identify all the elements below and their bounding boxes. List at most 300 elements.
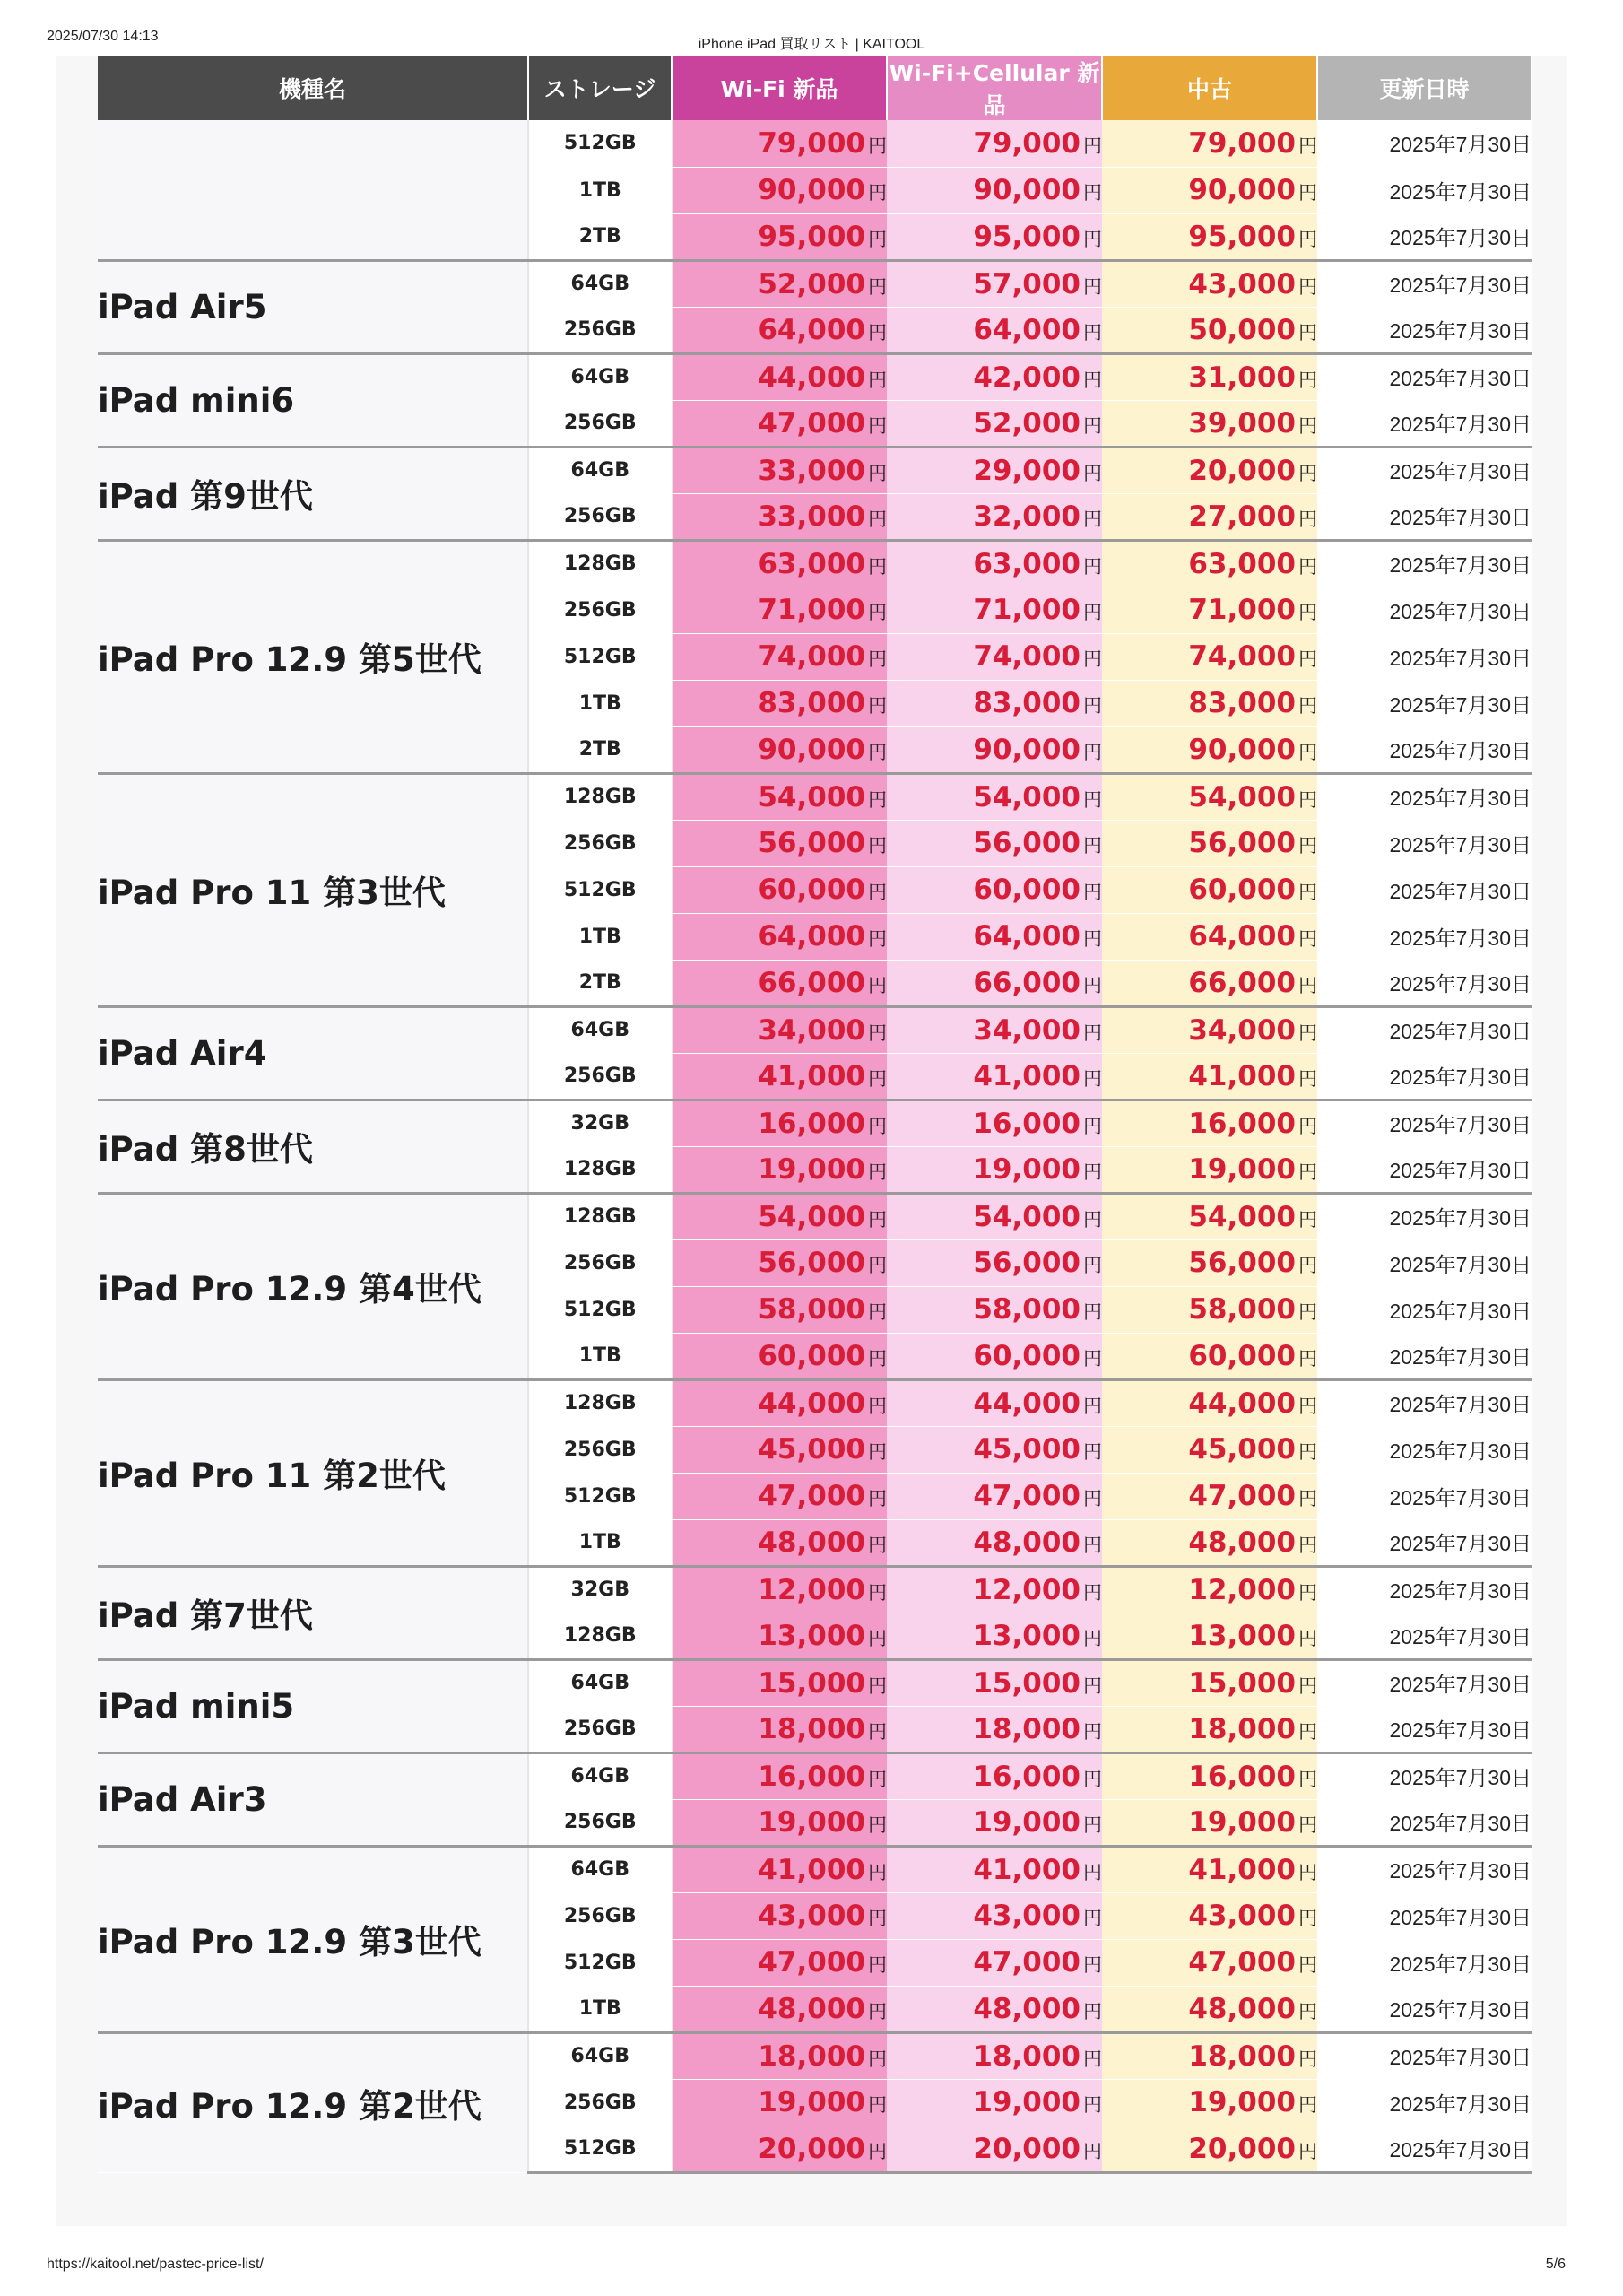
currency-unit: 円 [1298,1581,1317,1604]
table-row [98,1100,1532,1146]
price-table [98,56,1532,2174]
used-price-value: 48,000 [1188,1526,1296,1559]
used-price-value: 48,000 [1188,1992,1296,2025]
storage-cell: 256GB [528,1053,672,1100]
currency-unit: 円 [868,1347,887,1370]
currency-unit: 円 [1298,1908,1317,1929]
used-price [1102,1986,1317,2032]
currency-unit: 円 [1083,1347,1102,1370]
updated-date: 2025年7月30日 [1317,913,1532,960]
cellular-new-price [887,1426,1102,1473]
currency-unit: 円 [1298,741,1317,763]
currency-unit: 円 [1298,1301,1317,1323]
table-row [98,1006,1532,1053]
wifi-new-price-value: 16,000 [758,1107,865,1140]
used-price [1102,1939,1317,1986]
cellular-new-price [887,2032,1102,2079]
used-price-value: 16,000 [1188,1107,1296,1140]
currency-unit: 円 [868,2094,887,2116]
used-price-value: 20,000 [1188,454,1296,487]
updated-date: 2025年7月30日 [1317,1799,1532,1846]
updated-date: 2025年7月30日 [1317,1659,1532,1706]
wifi-new-price-value: 90,000 [758,733,865,766]
wifi-new-price-value: 43,000 [758,1900,865,1932]
currency-unit: 円 [1298,369,1317,391]
cellular-new-price-value: 19,000 [973,1152,1081,1186]
model-name: iPad Pro 11 第2世代 [98,1379,528,1566]
currency-unit: 円 [868,788,887,811]
table-row [98,1566,1532,1613]
cellular-new-price-value: 48,000 [973,1992,1081,2025]
storage-cell: 64GB [528,260,672,307]
used-price-value: 43,000 [1188,267,1296,300]
currency-unit: 円 [1298,788,1317,811]
currency-unit: 円 [1083,1301,1102,1323]
storage-cell: 256GB [528,2079,672,2126]
wifi-new-price-value: 19,000 [758,1152,865,1186]
wifi-new-price-value: 18,000 [758,2039,865,2073]
cellular-new-price-value: 16,000 [973,1760,1081,1793]
currency-unit: 円 [1083,1115,1102,1137]
wifi-new-price-value: 64,000 [758,313,865,346]
storage-cell: 64GB [528,353,672,400]
updated-date: 2025年7月30日 [1317,1473,1532,1519]
used-price-value: 45,000 [1188,1433,1296,1465]
wifi-new-price-value: 45,000 [758,1433,865,1465]
used-price-value: 74,000 [1188,640,1296,673]
cellular-new-price [887,1100,1102,1146]
used-price-value: 20,000 [1188,2132,1296,2165]
cellular-new-price-value: 58,000 [973,1293,1081,1326]
storage-cell: 1TB [528,1986,672,2032]
cellular-new-price [887,167,1102,213]
used-price-value: 31,000 [1188,361,1296,394]
wifi-new-price [672,1846,887,1892]
currency-unit: 円 [1083,1908,1102,1929]
currency-unit: 円 [1083,2000,1102,2022]
currency-unit: 円 [1298,1441,1317,1463]
used-price [1102,1799,1317,1846]
table-row [98,1846,1532,1892]
wifi-new-price [672,1006,887,1053]
currency-unit: 円 [1298,1954,1317,1976]
header-cellular-new: Wi-Fi+Cellular 新品 [887,56,1102,120]
storage-cell: 2TB [528,213,672,260]
cellular-new-price-value: 74,000 [973,640,1081,673]
updated-date: 2025年7月30日 [1317,1939,1532,1986]
price-table-body [98,120,1532,2172]
currency-unit: 円 [1083,1627,1102,1649]
used-price [1102,213,1317,260]
currency-unit: 円 [868,835,887,857]
wifi-new-price [672,1799,887,1846]
wifi-new-price [672,1613,887,1659]
currency-unit: 円 [1298,508,1317,530]
used-price [1102,353,1317,400]
currency-unit: 円 [1083,2048,1102,2070]
model-name: iPad 第8世代 [98,1100,528,1193]
currency-unit: 円 [1083,974,1102,996]
cellular-new-price [887,1799,1102,1846]
updated-date: 2025年7月30日 [1317,960,1532,1006]
used-price-value: 50,000 [1188,313,1296,346]
currency-unit: 円 [1083,555,1102,578]
used-price [1102,260,1317,307]
table-row [98,447,1532,493]
table-row [98,120,1532,167]
wifi-new-price [672,1939,887,1986]
used-price-value: 34,000 [1188,1013,1296,1047]
used-price [1102,587,1317,633]
header-used: 中古 [1102,56,1317,120]
wifi-new-price [672,447,887,493]
wifi-new-price-value: 71,000 [758,594,865,626]
currency-unit: 円 [1083,928,1102,950]
wifi-new-price-value: 41,000 [758,1853,865,1886]
updated-date: 2025年7月30日 [1317,773,1532,820]
wifi-new-price-value: 44,000 [758,1387,865,1420]
storage-cell: 256GB [528,400,672,447]
cellular-new-price [887,1239,1102,1286]
used-price-value: 12,000 [1188,1573,1296,1606]
wifi-new-price [672,1986,887,2032]
cellular-new-price [887,866,1102,913]
currency-unit: 円 [1298,414,1317,437]
cellular-new-price-value: 90,000 [973,733,1081,766]
wifi-new-price [672,307,887,353]
currency-unit: 円 [1298,1115,1317,1137]
cellular-new-price-value: 56,000 [973,827,1081,859]
wifi-new-price [672,1706,887,1752]
wifi-new-price [672,1892,887,1939]
cellular-new-price-value: 44,000 [973,1387,1081,1420]
currency-unit: 円 [868,2000,887,2022]
currency-unit: 円 [868,1115,887,1137]
currency-unit: 円 [868,695,887,717]
currency-unit: 円 [1083,414,1102,437]
model-name: iPad mini6 [98,353,528,447]
currency-unit: 円 [868,1022,887,1044]
currency-unit: 円 [1083,1067,1102,1090]
cellular-new-price [887,1659,1102,1706]
currency-unit: 円 [1298,135,1317,157]
storage-cell: 2TB [528,726,672,773]
storage-cell: 64GB [528,1752,672,1799]
cellular-new-price-value: 95,000 [973,220,1081,253]
wifi-new-price [672,400,887,447]
wifi-new-price [672,773,887,820]
wifi-new-price-value: 15,000 [758,1666,865,1700]
used-price-value: 47,000 [1188,1946,1296,1979]
currency-unit: 円 [1298,602,1317,623]
currency-unit: 円 [868,741,887,763]
used-price-value: 39,000 [1188,406,1296,439]
currency-unit: 円 [868,1720,887,1743]
wifi-new-price [672,633,887,680]
table-row [98,353,1532,400]
currency-unit: 円 [868,1255,887,1276]
storage-cell: 64GB [528,1659,672,1706]
used-price-value: 60,000 [1188,1339,1296,1372]
storage-cell: 128GB [528,1193,672,1239]
cellular-new-price [887,1473,1102,1519]
model-name: iPad Pro 12.9 第2世代 [98,2032,528,2172]
currency-unit: 円 [1298,1395,1317,1417]
cellular-new-price [887,1006,1102,1053]
currency-unit: 円 [1083,1768,1102,1790]
cellular-new-price [887,120,1102,167]
storage-cell: 1TB [528,913,672,960]
table-row [98,1193,1532,1239]
used-price [1102,1053,1317,1100]
updated-date: 2025年7月30日 [1317,213,1532,260]
currency-unit: 円 [868,1627,887,1649]
cellular-new-price [887,820,1102,866]
cellular-new-price-value: 32,000 [973,500,1081,533]
table-row [98,1752,1532,1799]
header-row [98,56,1532,120]
storage-cell: 256GB [528,1892,672,1939]
currency-unit: 円 [1083,275,1102,298]
wifi-new-price [672,1146,887,1193]
used-price-value: 90,000 [1188,174,1296,206]
used-price-value: 13,000 [1188,1619,1296,1652]
cellular-new-price-value: 43,000 [973,1900,1081,1932]
wifi-new-price-value: 19,000 [758,2086,865,2118]
storage-cell: 512GB [528,1286,672,1333]
cellular-new-price [887,1706,1102,1752]
used-price [1102,1473,1317,1519]
currency-unit: 円 [1083,369,1102,391]
currency-unit: 円 [1298,1720,1317,1743]
model-name: iPad Pro 12.9 第4世代 [98,1193,528,1379]
wifi-new-price [672,1286,887,1333]
storage-cell: 32GB [528,1566,672,1613]
currency-unit: 円 [868,555,887,578]
updated-date: 2025年7月30日 [1317,1986,1532,2032]
cellular-new-price [887,213,1102,260]
wifi-new-price [672,1473,887,1519]
currency-unit: 円 [868,321,887,344]
currency-unit: 円 [868,1813,887,1836]
cellular-new-price-value: 19,000 [973,1805,1081,1839]
wifi-new-price-value: 64,000 [758,920,865,952]
storage-cell: 32GB [528,1100,672,1146]
updated-date: 2025年7月30日 [1317,167,1532,213]
used-price-value: 60,000 [1188,874,1296,906]
updated-date: 2025年7月30日 [1317,1006,1532,1053]
currency-unit: 円 [1298,882,1317,903]
updated-date: 2025年7月30日 [1317,2079,1532,2126]
model-name: iPad 第9世代 [98,447,528,540]
updated-date: 2025年7月30日 [1317,866,1532,913]
used-price [1102,2079,1317,2126]
updated-date: 2025年7月30日 [1317,2126,1532,2172]
cellular-new-price-value: 83,000 [973,687,1081,719]
cellular-new-price-value: 47,000 [973,1946,1081,1979]
currency-unit: 円 [1298,1255,1317,1276]
wifi-new-price-value: 83,000 [758,687,865,719]
currency-unit: 円 [868,1581,887,1604]
currency-unit: 円 [1083,1161,1102,1183]
wifi-new-price [672,587,887,633]
updated-date: 2025年7月30日 [1317,447,1532,493]
wifi-new-price-value: 47,000 [758,406,865,439]
used-price [1102,2126,1317,2172]
cellular-new-price-value: 41,000 [973,1853,1081,1886]
wifi-new-price-value: 18,000 [758,1712,865,1745]
storage-cell: 512GB [528,2126,672,2172]
cellular-new-price [887,1053,1102,1100]
print-footer [47,2257,1576,2276]
storage-cell: 512GB [528,866,672,913]
cellular-new-price [887,1752,1102,1799]
updated-date: 2025年7月30日 [1317,307,1532,353]
currency-unit: 円 [868,928,887,950]
currency-unit: 円 [1083,182,1102,204]
cellular-new-price-value: 56,000 [973,1247,1081,1279]
model-name: iPad Air3 [98,1752,528,1846]
used-price [1102,540,1317,587]
storage-cell: 256GB [528,307,672,353]
wifi-new-price-value: 48,000 [758,1526,865,1559]
used-price-value: 56,000 [1188,827,1296,859]
updated-date: 2025年7月30日 [1317,1892,1532,1939]
cellular-new-price [887,1892,1102,1939]
currency-unit: 円 [1298,1674,1317,1697]
wifi-new-price [672,2032,887,2079]
price-table-header [98,56,1532,120]
storage-cell: 64GB [528,447,672,493]
used-price-value: 19,000 [1188,1805,1296,1839]
model-name: iPad 第7世代 [98,1566,528,1659]
model-name: iPad Pro 12.9 第5世代 [98,540,528,773]
cellular-new-price [887,307,1102,353]
cellular-new-price-value: 12,000 [973,1573,1081,1606]
storage-cell: 512GB [528,1473,672,1519]
updated-date: 2025年7月30日 [1317,540,1532,587]
updated-date: 2025年7月30日 [1317,820,1532,866]
wifi-new-price [672,2079,887,2126]
currency-unit: 円 [1083,1813,1102,1836]
wifi-new-price-value: 41,000 [758,1059,865,1092]
currency-unit: 円 [868,182,887,204]
cellular-new-price [887,1846,1102,1892]
storage-cell: 1TB [528,680,672,726]
used-price-value: 90,000 [1188,733,1296,766]
used-price-value: 18,000 [1188,2039,1296,2073]
wifi-new-price [672,2126,887,2172]
storage-cell: 128GB [528,1146,672,1193]
wifi-new-price-value: 60,000 [758,1339,865,1372]
updated-date: 2025年7月30日 [1317,1706,1532,1752]
table-row [98,2032,1532,2079]
updated-date: 2025年7月30日 [1317,1053,1532,1100]
currency-unit: 円 [1298,2000,1317,2022]
updated-date: 2025年7月30日 [1317,400,1532,447]
wifi-new-price [672,1752,887,1799]
currency-unit: 円 [1298,1208,1317,1231]
cellular-new-price [887,447,1102,493]
used-price [1102,1426,1317,1473]
updated-date: 2025年7月30日 [1317,353,1532,400]
wifi-new-price-value: 60,000 [758,874,865,906]
used-price [1102,773,1317,820]
currency-unit: 円 [1083,321,1102,344]
cellular-new-price [887,540,1102,587]
wifi-new-price-value: 13,000 [758,1619,865,1652]
cellular-new-price-value: 60,000 [973,1339,1081,1372]
wifi-new-price [672,680,887,726]
currency-unit: 円 [1083,1208,1102,1231]
cellular-new-price [887,1193,1102,1239]
wifi-new-price-value: 20,000 [758,2132,865,2165]
storage-cell: 256GB [528,1239,672,1286]
wifi-new-price [672,960,887,1006]
currency-unit: 円 [1083,1395,1102,1417]
used-price [1102,820,1317,866]
wifi-new-price [672,1659,887,1706]
currency-unit: 円 [1298,182,1317,204]
updated-date: 2025年7月30日 [1317,260,1532,307]
cellular-new-price-value: 47,000 [973,1480,1081,1512]
currency-unit: 円 [1298,1813,1317,1836]
cellular-new-price-value: 18,000 [973,1712,1081,1745]
currency-unit: 円 [868,2140,887,2162]
storage-cell: 512GB [528,633,672,680]
wifi-new-price-value: 48,000 [758,1992,865,2025]
currency-unit: 円 [1083,648,1102,670]
table-row [98,540,1532,587]
currency-unit: 円 [1298,1861,1317,1883]
header-updated: 更新日時 [1317,56,1532,120]
wifi-new-price-value: 54,000 [758,1200,865,1233]
currency-unit: 円 [1298,321,1317,344]
cellular-new-price-value: 45,000 [973,1433,1081,1465]
cellular-new-price [887,726,1102,773]
cellular-new-price [887,1286,1102,1333]
currency-unit: 円 [868,508,887,530]
used-price [1102,1659,1317,1706]
used-price-value: 27,000 [1188,500,1296,533]
currency-unit: 円 [1083,1861,1102,1883]
currency-unit: 円 [1298,648,1317,670]
storage-cell: 128GB [528,540,672,587]
currency-unit: 円 [868,1301,887,1323]
cellular-new-price-value: 66,000 [973,966,1081,999]
cellular-new-price [887,773,1102,820]
storage-cell: 256GB [528,493,672,540]
used-price-value: 63,000 [1188,547,1296,580]
print-header [47,27,1576,54]
currency-unit: 円 [868,648,887,670]
cellular-new-price-value: 41,000 [973,1059,1081,1092]
currency-unit: 円 [1298,275,1317,298]
used-price [1102,1239,1317,1286]
print-timestamp: 2025/07/30 14:13 [47,29,159,44]
wifi-new-price-value: 54,000 [758,780,865,813]
table-row [98,773,1532,820]
currency-unit: 円 [868,974,887,996]
used-price-value: 56,000 [1188,1247,1296,1279]
cellular-new-price-value: 48,000 [973,1526,1081,1559]
wifi-new-price [672,1566,887,1613]
currency-unit: 円 [868,1208,887,1231]
currency-unit: 円 [1083,1581,1102,1604]
currency-unit: 円 [1298,835,1317,857]
used-price [1102,1286,1317,1333]
storage-cell: 128GB [528,773,672,820]
